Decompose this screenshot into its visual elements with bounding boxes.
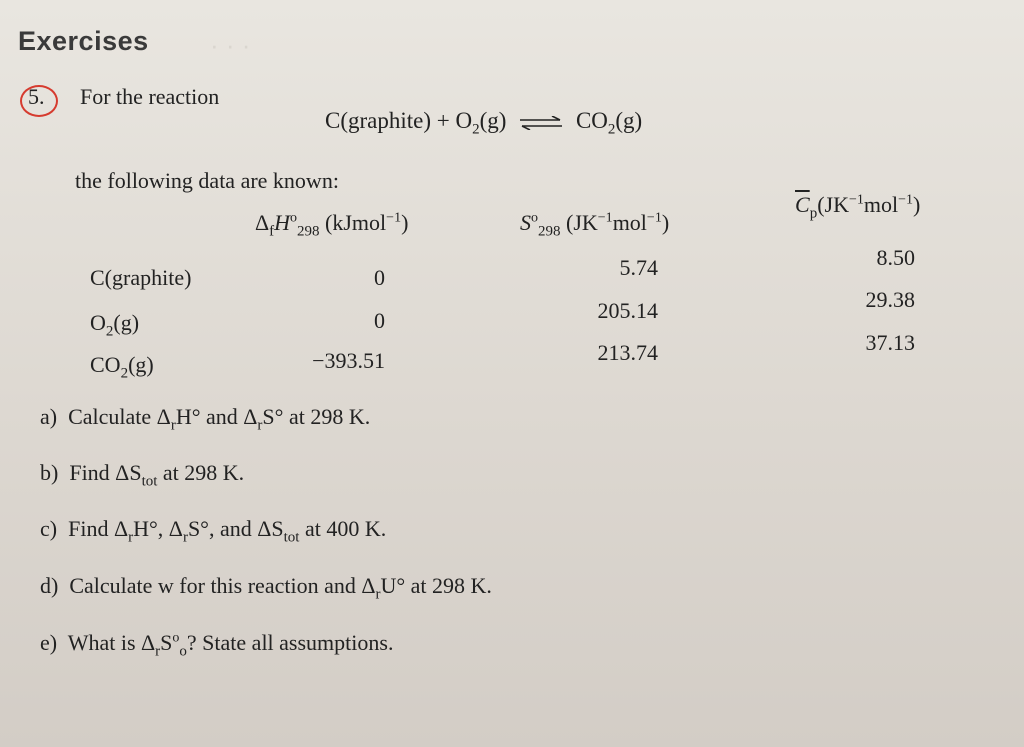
equation-left: C(graphite) + O <box>325 108 473 133</box>
question-d: d) Calculate w for this reaction and $\Delta_rU^\circ$ at 298 K. <box>40 573 492 603</box>
row-label-carbon-dioxide: $CO_2(g)$ <box>90 352 154 382</box>
question-e: e) What is $\Delta_rS^o_o$? State all assumptions. <box>40 630 394 660</box>
section-title: Exercises <box>18 26 149 56</box>
column-header-heat-capacity: $C_p(JK^{-1}mol^{-1})$ <box>795 192 921 222</box>
cell-entropy-graphite: 5.74 <box>619 255 658 280</box>
problem-number: 5. <box>28 84 45 109</box>
data-intro: the following data are known: <box>75 168 339 193</box>
cell-entropy-carbon-dioxide: 213.74 <box>597 340 658 365</box>
question-a: a) Calculate $\Delta_rH^\circ$ and $\Delta_rS^\circ$ at 298 K. <box>40 404 371 434</box>
equilibrium-arrow-icon <box>518 116 564 130</box>
bleed-through-text: · · · <box>210 30 251 60</box>
column-header-enthalpy: $\Delta_fH^o_{298}$ (kJmol$^{-1}$) <box>255 210 409 240</box>
cell-enthalpy-graphite: 0 <box>374 265 385 290</box>
equation-right-subscript: 2 <box>607 121 616 138</box>
column-header-entropy: $S^o_{298}$ $(JK^{-1}mol^{-1})$ <box>520 210 670 240</box>
cell-enthalpy-carbon-dioxide: −393.51 <box>312 348 385 373</box>
cell-heat-capacity-carbon-dioxide: 37.13 <box>865 330 915 355</box>
cell-entropy-oxygen: 205.14 <box>597 298 658 323</box>
row-label-oxygen: $O_2(g)$ <box>90 310 140 340</box>
equation-right: CO <box>575 108 608 133</box>
question-c: c) Find $\Delta_rH^\circ$, $\Delta_rS^\circ$, and $\Delta S_{tot}$ at 400 K. <box>40 516 387 546</box>
reaction-equation <box>325 108 642 139</box>
equation-left-subscript: 2 <box>472 121 480 138</box>
equation-left-tail: (g) <box>479 108 507 133</box>
problem-intro: For the reaction <box>80 84 220 109</box>
question-b: b) Find $\Delta S_{tot}$ at 298 K. <box>40 460 245 490</box>
row-label-graphite: C(graphite) <box>90 265 192 290</box>
equation-right-tail: (g) <box>615 108 643 133</box>
cell-heat-capacity-graphite: 8.50 <box>876 245 915 270</box>
cell-heat-capacity-oxygen: 29.38 <box>865 287 915 312</box>
cell-enthalpy-oxygen: 0 <box>374 308 385 333</box>
